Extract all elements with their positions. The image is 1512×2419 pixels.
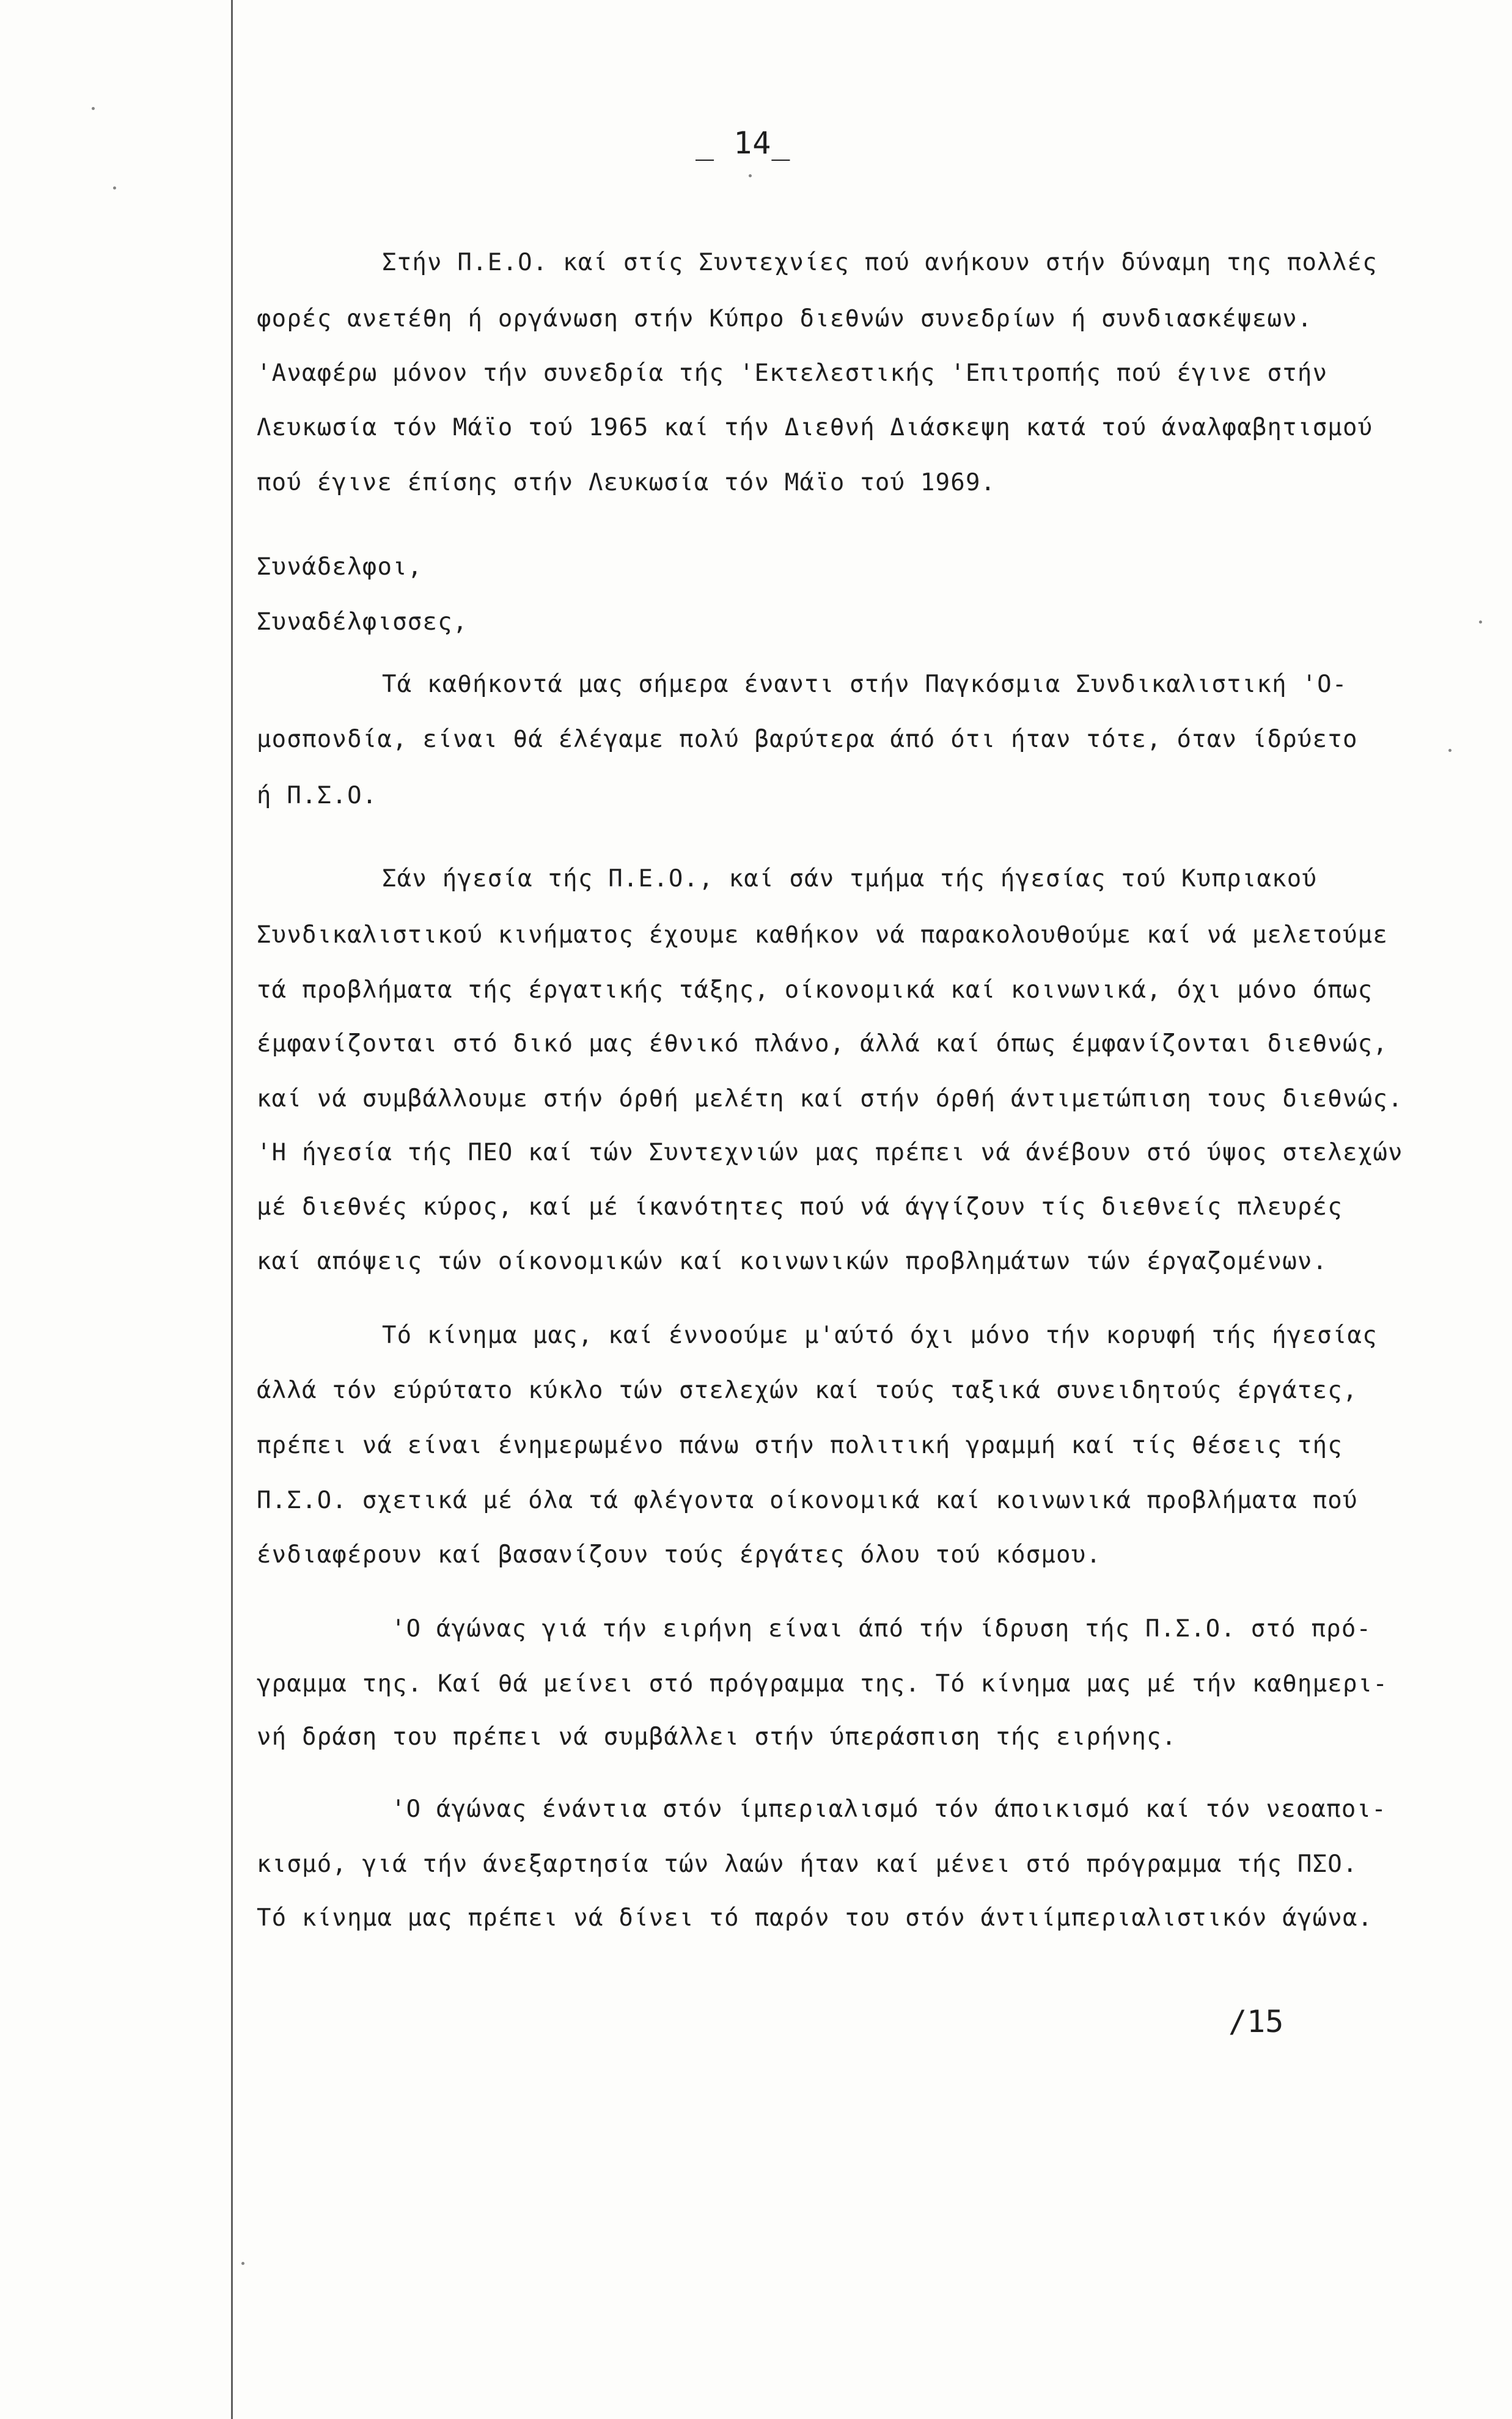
text-line: 'Η ήγεσία τής ΠΕΟ καί τών Συντεχνιών μας πρέπει νά άνέβουν στό ύψος στελεχών bbox=[257, 1139, 1403, 1166]
text-line: πρέπει νά είναι ένημερωμένο πάνω στήν πολιτική γραμμή καί τίς θέσεις τής bbox=[257, 1432, 1343, 1459]
scan-speck bbox=[1448, 749, 1451, 752]
text-line: Στήν Π.Ε.Ο. καί στίς Συντεχνίες πού ανήκουν στήν δύναμη της πολλές bbox=[382, 249, 1378, 276]
text-line: έμφανίζονται στό δικό μας έθνικό πλάνο, άλλά καί όπως έμφανίζονται διεθνώς, bbox=[257, 1030, 1388, 1058]
scan-speck bbox=[749, 174, 752, 177]
text-line: Π.Σ.Ο. σχετικά μέ όλα τά φλέγοντα οίκονομικά καί κοινωνικά προβλήματα πού bbox=[257, 1487, 1358, 1514]
text-line: Λευκωσία τόν Μάϊο τού 1965 καί τήν Διεθνή Διάσκεψη κατά τού άναλφαβητισμού bbox=[257, 414, 1373, 441]
text-line: Τά καθήκοντά μας σήμερα έναντι στήν Παγκόσμια Συνδικαλιστική 'Ο- bbox=[382, 671, 1348, 698]
salutation-line: Συναδέλφισσες, bbox=[257, 608, 468, 636]
text-line: φορές ανετέθη ή οργάνωση στήν Κύπρο διεθνών συνεδρίων ή συνδιασκέψεων. bbox=[257, 305, 1313, 333]
text-line: καί απόψεις τών οίκονομικών καί κοινωνικών προβλημάτων τών έργαζομένων. bbox=[257, 1248, 1328, 1275]
scan-speck bbox=[113, 186, 116, 190]
text-line: τά προβλήματα τής έργατικής τάξης, οίκονομικά καί κοινωνικά, όχι μόνο όπως bbox=[257, 976, 1373, 1004]
text-line: νή δράση του πρέπει νά συμβάλλει στήν ύπεράσπιση τής ειρήνης. bbox=[257, 1723, 1177, 1751]
text-line: Τό κίνημα μας, καί έννοούμε μ'αύτό όχι μόνο τήν κορυφή τής ήγεσίας bbox=[382, 1322, 1378, 1349]
text-line: πού έγινε έπίσης στήν Λευκωσία τόν Μάϊο τού 1969. bbox=[257, 469, 996, 496]
text-line: γραμμα της. Καί θά μείνει στό πρόγραμμα της. Τό κίνημα μας μέ τήν καθημερι- bbox=[257, 1670, 1388, 1698]
salutation-line: Συνάδελφοι, bbox=[257, 553, 423, 581]
text-line: κισμό, γιά τήν άνεξαρτησία τών λαών ήταν καί μένει στό πρόγραμμα τής ΠΣΟ. bbox=[257, 1850, 1358, 1878]
scan-speck bbox=[1479, 620, 1482, 624]
text-line: Σάν ήγεσία τής Π.Ε.Ο., καί σάν τμήμα τής ήγεσίας τού Κυπριακού bbox=[382, 865, 1318, 893]
scan-speck bbox=[92, 107, 95, 110]
scan-speck bbox=[241, 2262, 244, 2265]
text-line: 'Ο άγώνας γιά τήν ειρήνη είναι άπό τήν ίδρυση τής Π.Σ.Ο. στό πρό- bbox=[391, 1615, 1372, 1643]
text-line: ή Π.Σ.Ο. bbox=[257, 782, 378, 809]
text-line: μοσπονδία, είναι θά έλέγαμε πολύ βαρύτερα άπό ότι ήταν τότε, όταν ίδρύετο bbox=[257, 726, 1358, 753]
text-line: Συνδικαλιστικού κινήματος έχουμε καθήκον νά παρακολουθούμε καί νά μελετούμε bbox=[257, 921, 1388, 949]
next-page-marker: /15 bbox=[1228, 2004, 1284, 2039]
text-line: άλλά τόν εύρύτατο κύκλο τών στελεχών καί τούς ταξικά συνειδητούς έργάτες, bbox=[257, 1377, 1358, 1404]
text-line: Τό κίνημα μας πρέπει νά δίνει τό παρόν του στόν άντιίμπεριαλιστικόν άγώνα. bbox=[257, 1904, 1373, 1932]
text-line: καί νά συμβάλλουμε στήν όρθή μελέτη καί στήν όρθή άντιμετώπιση τους διεθνώς. bbox=[257, 1085, 1403, 1113]
left-margin-rule bbox=[231, 0, 233, 2419]
text-line: 'Αναφέρω μόνον τήν συνεδρία τής 'Εκτελεστικής 'Επιτροπής πού έγινε στήν bbox=[257, 359, 1328, 387]
page-number: _ 14_ bbox=[695, 125, 791, 161]
text-line: μέ διεθνές κύρος, καί μέ ίκανότητες πού νά άγγίζουν τίς διεθνείς πλευρές bbox=[257, 1193, 1343, 1221]
text-line: 'Ο άγώνας ένάντια στόν ίμπεριαλισμό τόν άποικισμό καί τόν νεοαποι- bbox=[391, 1795, 1387, 1823]
text-line: ένδιαφέρουν καί βασανίζουν τούς έργάτες όλου τού κόσμου. bbox=[257, 1541, 1102, 1569]
